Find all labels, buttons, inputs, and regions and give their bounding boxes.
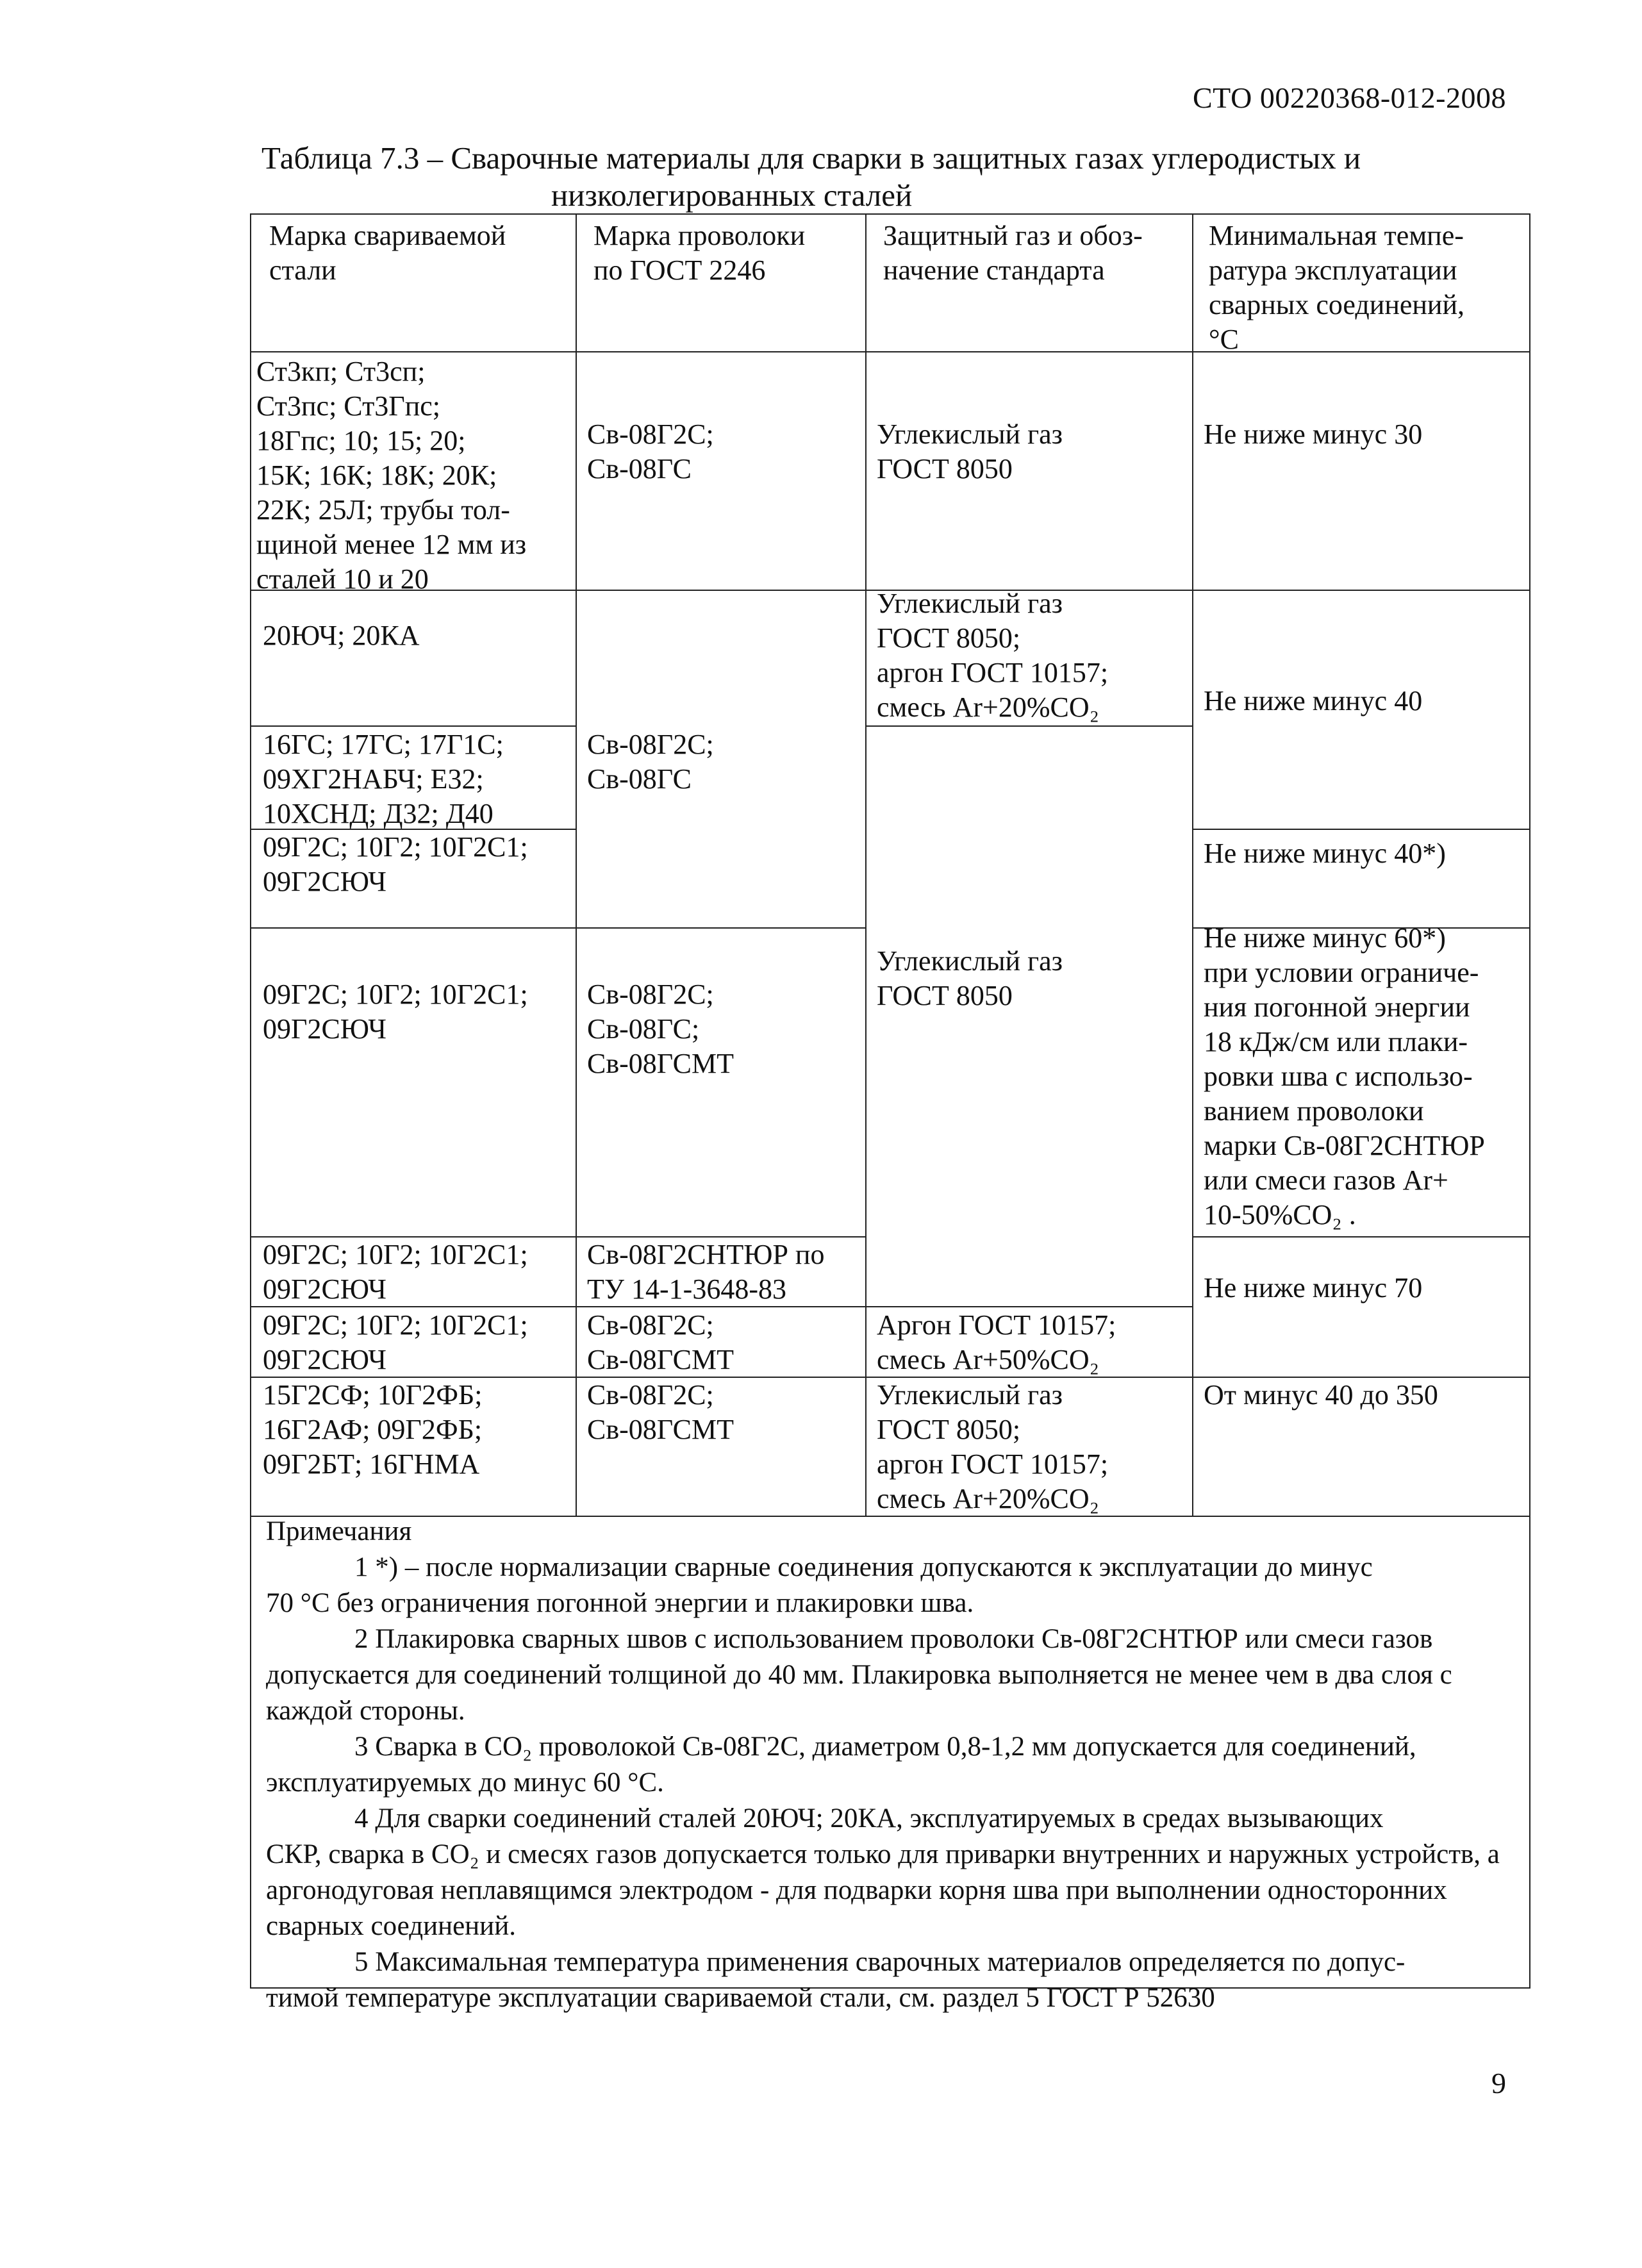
note-1 <box>266 1550 1509 1621</box>
gas-cell: Углекислый газ ГОСТ 8050 <box>877 945 1063 1011</box>
wire-cell: Св-08Г2С; Св-08ГСМТ <box>587 1309 734 1375</box>
gas-cell: Углекислый газ ГОСТ 8050; аргон ГОСТ 10157; смесь Ar+20%CO₂ <box>877 1379 1109 1514</box>
steel-cell: 09Г2С; 10Г2; 10Г2С1; 09Г2СЮЧ <box>263 1239 528 1305</box>
note-4-first-line: 4 Для сварки соединений сталей 20ЮЧ; 20КА, эксплуатируемых в средах вызывающих <box>354 1803 1384 1833</box>
steel-cell: 09Г2С; 10Г2; 10Г2С1; 09Г2СЮЧ <box>263 831 528 897</box>
temp-cell: Не ниже минус 40 <box>1204 685 1423 716</box>
note-2-rest: допускается для соединений толщиной до 40 мм. Плакировка выполняется не менее чем в два слоя с каждой стороны. <box>266 1660 1452 1726</box>
gas-cell: Углекислый газ ГОСТ 8050 <box>877 418 1063 484</box>
note-2-first-line: 2 Плакировка сварных швов с использованием проволоки Св-08Г2СНТЮР или смеси газов <box>354 1624 1433 1654</box>
caption-line-2: низколегированных сталей <box>551 178 913 213</box>
steel-cell: 15Г2СФ; 10Г2ФБ; 16Г2АФ; 09Г2ФБ; 09Г2БТ; 16ГНМА <box>263 1379 483 1480</box>
steel-cell: 09Г2С; 10Г2; 10Г2С1; 09Г2СЮЧ <box>263 979 528 1045</box>
page-number: 9 <box>1491 2067 1506 2099</box>
standard-code: СТО 00220368-012-2008 <box>1192 81 1506 114</box>
note-3 <box>266 1729 1509 1801</box>
note-5-first-line: 5 Максимальная температура применения сварочных материалов определяется по допус- <box>354 1947 1406 1977</box>
caption-line-1: Таблица 7.3 – Сварочные материалы для сварки в защитных газах углеродистых и <box>261 140 1361 176</box>
col-border <box>865 215 867 1516</box>
gas-cell: Углекислый газ ГОСТ 8050; аргон ГОСТ 10157; смесь Ar+20%CO₂ <box>877 588 1109 723</box>
table-caption <box>261 140 1361 214</box>
note-2 <box>266 1621 1509 1729</box>
row-border <box>251 927 865 929</box>
note-5-rest: тимой температуре эксплуатации свариваемой стали, см. раздел 5 ГОСТ Р 52630 <box>266 1983 1215 2013</box>
row-border <box>1192 829 1530 830</box>
notes-block <box>266 1514 1509 2016</box>
temp-cell: Не ниже минус 70 <box>1204 1272 1423 1304</box>
row-border <box>1192 1236 1530 1237</box>
row-border <box>251 725 576 727</box>
temp-cell: Не ниже минус 60*) при условии ограниче- ния погонной энергии 18 кДж/см или плаки- ровки шва с использо- ванием проволоки марки Св-08Г2СНТЮР или смеси газов Ar+ 10-50%CO₂ . <box>1204 922 1485 1230</box>
note-1-rest: 70 °С без ограничения погонной энергии и плакировки шва. <box>266 1588 974 1618</box>
notes-title: Примечания <box>266 1516 412 1546</box>
steel-cell: 16ГС; 17ГС; 17Г1С; 09ХГ2НАБЧ; Е32; 10ХСНД; Д32; Д40 <box>263 729 504 829</box>
header-min-temperature: Минимальная темпе- ратура эксплуатации сварных соединений, °С <box>1209 220 1465 355</box>
gas-cell: Аргон ГОСТ 10157; смесь Ar+50%CO₂ <box>877 1309 1116 1375</box>
row-border <box>865 725 1192 727</box>
note-1-first-line: 1 *) – после нормализации сварные соединения допускаются к эксплуатации до минус <box>354 1552 1373 1582</box>
temp-cell: Не ниже минус 40*) <box>1204 838 1446 869</box>
note-4-rest: СКР, сварка в CO₂ и смесях газов допускается только для приварки внутренних и наружных устройств, а аргонодуговая неплавящимся электродом - для подварки корня шва при выполнении односторонних сварных соединений. <box>266 1839 1500 1941</box>
header-shielding-gas: Защитный газ и обоз- начение стандарта <box>883 220 1143 286</box>
note-3-rest: эксплуатируемых до минус 60 °С. <box>266 1767 664 1798</box>
wire-cell: Св-08Г2С; Св-08ГС <box>587 729 714 795</box>
col-border <box>576 215 577 1516</box>
wire-cell: Св-08Г2С; Св-08ГС <box>587 418 714 484</box>
temp-cell: От минус 40 до 350 <box>1204 1379 1438 1411</box>
note-5 <box>266 1944 1509 2016</box>
header-steel-grade: Марка свариваемой стали <box>269 220 506 286</box>
note-4 <box>266 1801 1509 1944</box>
wire-cell: Св-08Г2СНТЮР по ТУ 14-1-3648-83 <box>587 1239 825 1305</box>
steel-cell: Ст3кп; Ст3сп; Ст3пс; Ст3Гпс; 18Гпс; 10; 15; 20; 15К; 16К; 18К; 20К; 22К; 25Л; трубы тол- щиной менее 12 мм из сталей 10 и 20 <box>256 356 527 595</box>
steel-cell: 20ЮЧ; 20КА <box>263 620 420 651</box>
wire-cell: Св-08Г2С; Св-08ГСМТ <box>587 1379 734 1445</box>
col-border <box>1192 215 1193 1516</box>
header-wire-grade: Марка проволоки по ГОСТ 2246 <box>593 220 806 286</box>
steel-cell: 09Г2С; 10Г2; 10Г2С1; 09Г2СЮЧ <box>263 1309 528 1375</box>
temp-cell: Не ниже минус 30 <box>1204 418 1423 450</box>
wire-cell: Св-08Г2С; Св-08ГС; Св-08ГСМТ <box>587 979 734 1079</box>
note-3-first-line: 3 Сварка в CO₂ проволокой Св-08Г2С, диаметром 0,8-1,2 мм допускается для соединений, <box>354 1732 1416 1762</box>
